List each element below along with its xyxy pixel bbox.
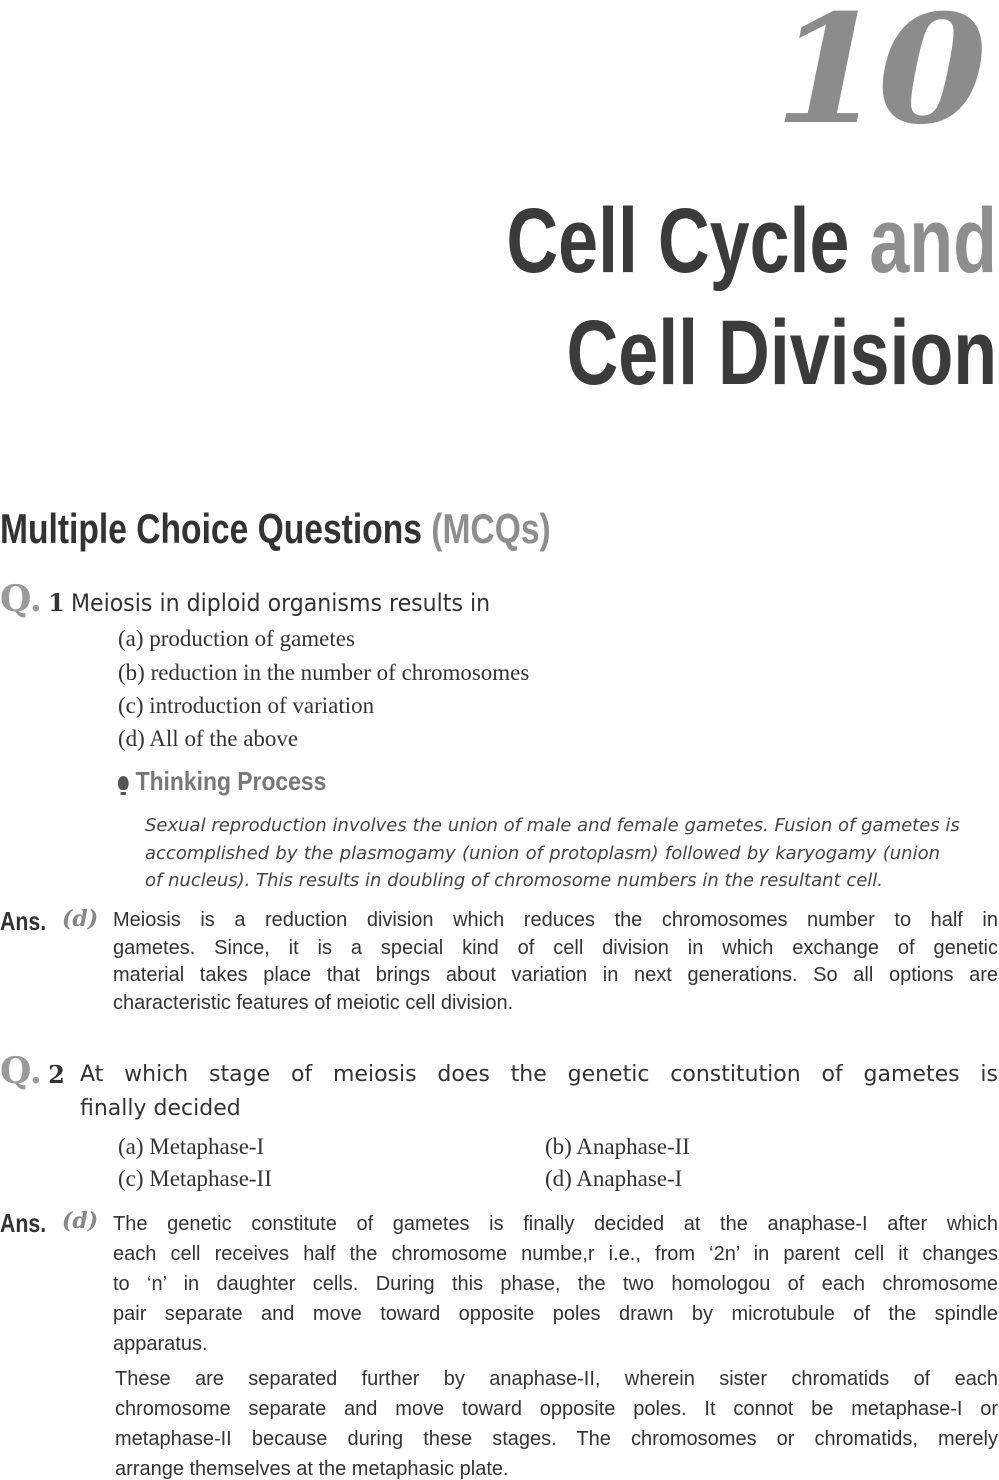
- q-number: 1: [48, 588, 65, 617]
- lightbulb-icon: [118, 776, 129, 790]
- text-line: arrange themselves at the metaphasic plate.: [115, 1458, 509, 1480]
- text-line: characteristic features of meiotic cell division.: [113, 991, 514, 1014]
- thinking-process-text: [145, 812, 960, 895]
- option-b: (b) Anaphase-II: [545, 1134, 690, 1159]
- text-line: chromosome separate and move toward opposite poles. It connot be metaphase-I or: [115, 1398, 998, 1420]
- text-line: material takes place that brings about variation in next generations. So all options are: [113, 964, 998, 986]
- question-2-text: [80, 1058, 998, 1126]
- option-c: (c) Metaphase-II: [118, 1166, 272, 1191]
- text-line: each cell receives half the chromosome numbe,r i.e., from ‘2n’ in parent cell it changes: [113, 1243, 998, 1265]
- text-line: These are separated further by anaphase-II, wherein sister chromatids of each: [115, 1368, 998, 1390]
- heading-text: Multiple Choice Questions: [0, 505, 422, 552]
- ans-label: Ans.: [0, 1208, 47, 1238]
- question-1: [0, 578, 526, 620]
- text-line: of nucleus). This results in doubling of chromosome numbers in the resultant cell.: [145, 870, 884, 891]
- question-2: [0, 1050, 65, 1092]
- text-line: Sexual reproduction involves the union of male and female gametes. Fusion of gametes is: [145, 815, 960, 836]
- option-d: (d) All of the above: [118, 726, 299, 751]
- option-c: (c) introduction of variation: [118, 693, 375, 718]
- text-line: to ‘n’ in daughter cells. During this phase, the two homologou of each chromosome: [113, 1273, 998, 1295]
- thinking-process-heading: [118, 766, 326, 797]
- title-light: and: [869, 190, 997, 292]
- text-line: At which stage of meiosis does the genetic constitution of gametes is: [80, 1062, 998, 1087]
- option-b: (b) reduction in the number of chromosomes: [118, 660, 530, 685]
- q-text: Meiosis in diploid organisms results in: [70, 589, 490, 617]
- q-label: Q.: [0, 1050, 43, 1092]
- text-line: accomplished by the plasmogamy (union of protoplasm) followed by karyogamy (union: [145, 842, 940, 864]
- text-line: finally decided: [80, 1096, 241, 1121]
- section-heading: [0, 505, 551, 553]
- thinking-title: Thinking Process: [135, 766, 327, 796]
- answer-1-text: [113, 907, 998, 1017]
- ans-choice: (d): [62, 906, 99, 932]
- heading-suffix: (MCQs): [431, 505, 551, 552]
- option-a: (a) Metaphase-I: [118, 1134, 265, 1159]
- q-number: 2: [48, 1060, 65, 1089]
- chapter-title-line2: Cell Division: [566, 302, 997, 404]
- option-a: (a) production of gametes: [118, 626, 355, 651]
- ans-choice: (d): [62, 1208, 99, 1234]
- text-line: metaphase-II because during these stages. The chromosomes or chromatids, merely: [115, 1428, 998, 1450]
- text-line: gametes. Since, it is a special kind of cell division in which exchange of genetic: [113, 936, 998, 959]
- text-line: The genetic constitute of gametes is finally decided at the anaphase-I after which: [113, 1213, 998, 1235]
- option-d: (d) Anaphase-I: [545, 1166, 683, 1191]
- chapter-title-line1: [506, 190, 997, 292]
- answer-2-label: [0, 1208, 99, 1239]
- answer-1-label: [0, 906, 99, 937]
- text-line: apparatus.: [113, 1333, 208, 1355]
- answer-2-text: [113, 1209, 998, 1359]
- chapter-number: 10: [774, 0, 981, 158]
- text-line: pair separate and move toward opposite poles drawn by microtubule of the spindle: [113, 1303, 998, 1325]
- text-line: Meiosis is a reduction division which reduces the chromosomes number to half in: [113, 909, 998, 931]
- ans-label: Ans.: [0, 906, 47, 936]
- answer-2-text-continued: [115, 1364, 998, 1480]
- q-label: Q.: [0, 578, 43, 620]
- title-dark: Cell Cycle: [506, 190, 850, 292]
